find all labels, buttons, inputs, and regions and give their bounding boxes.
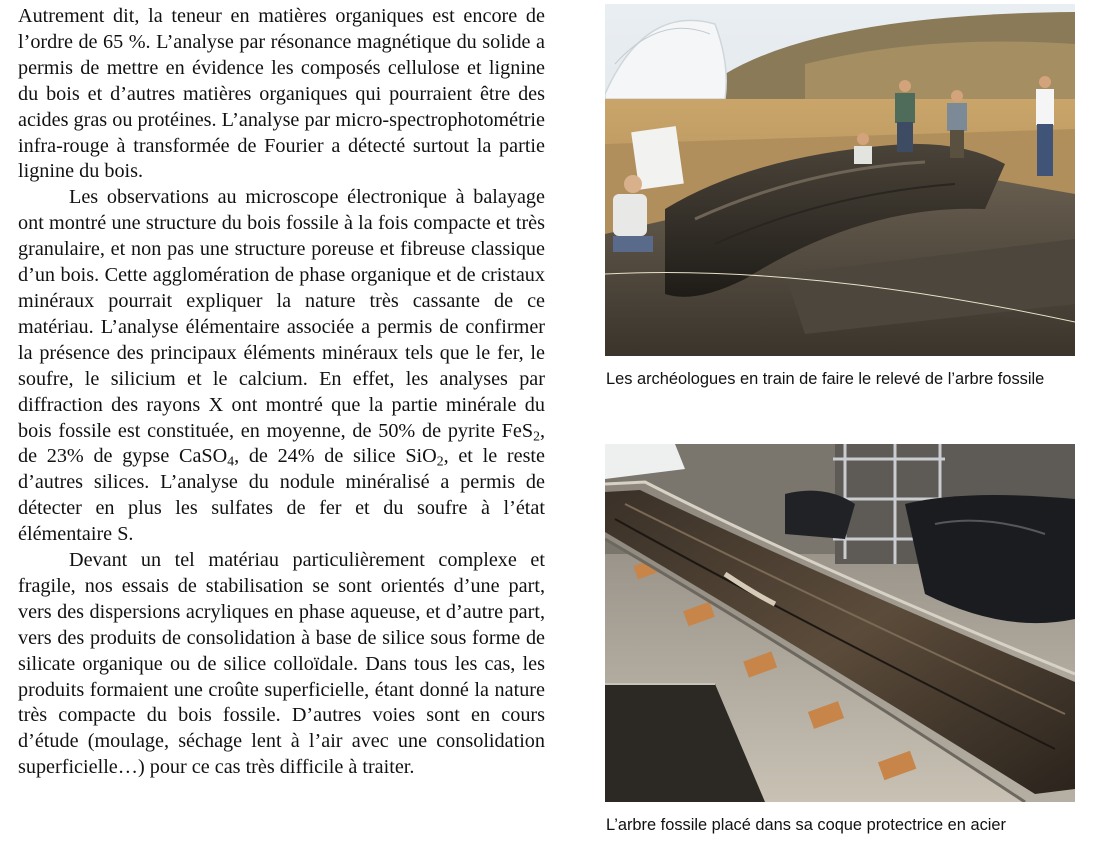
paragraph-2-part-c: , de 24% de silice SiO (234, 445, 437, 468)
paragraph-3: Devant un tel matériau particulièrement complexe et fragile, nos essais de stabilisation se sont orientés d’une part, vers des dispersions acryliques en phase aqueuse, et d’autre part, vers des produits de consolidation à base de silice sous forme de silicate organique ou de silice colloïdale. Dans tous les cas, les produits formaient une croûte superficielle, étant donné la nature très compacte du bois fossile. D’autres voies sont en cours d’étude (moulage, séchage lent à l’air avec une consolidation superficielle…) pour ce cas très difficile à traiter. (18, 549, 545, 779)
subscript-sio2: 2 (436, 453, 444, 469)
paragraph-2-part-d: , et le reste d’autres silices. L’analyse du nodule minéralisé a permis de détecter en plus les sulfates de fer et du soufre à l’état élémentaire S. (18, 445, 545, 546)
fossil-tree-shell-photo (605, 444, 1075, 802)
excavation-photo (605, 4, 1075, 356)
article-text-column (18, 4, 545, 781)
paragraph-2 (18, 185, 545, 548)
subscript-fes2: 2 (533, 427, 540, 443)
figure-1-caption: Les archéologues en train de faire le relevé de l’arbre fossile (606, 370, 1045, 388)
paragraph-2-part-a: Les observations au microscope électronique à balayage ont montré une structure du bois fossile à la fois compacte et très granulaire, et non pas une structure poreuse et fibreuse classique d’un bois. Cette agglomération de phase organique et de cristaux minéraux pourrait expliquer la nature très cassante de ce matériau. L’analyse élémentaire associée a permis de confirmer la présence des principaux éléments minéraux tels que le fer, le soufre, le silicium et le calcium. En effet, les analyses par diffraction des rayons X ont montré que la partie minérale du bois fossile est constituée, en moyenne, de 50% de pyrite FeS (18, 186, 545, 442)
fossil-tree-shell-image (605, 444, 1075, 802)
figure-2-caption: L’arbre fossile placé dans sa coque protectrice en acier (606, 816, 1006, 834)
paragraph-1: Autrement dit, la teneur en matières organiques est encore de l’ordre de 65 %. L’analyse par résonance magnétique du solide a permis de mettre en évidence les composés cellulose et lignine du bois et d’autres matières organiques qui pourraient être des acides gras ou protéines. L’analyse par micro-spectrophotométrie infra-rouge à transformée de Fourier a détecté surtout la partie lignine du bois. (18, 5, 545, 183)
subscript-caso4: 4 (227, 453, 235, 469)
paragraph-2-part-b: , de 23% de gypse CaSO (18, 419, 545, 468)
excavation-scene-image (605, 4, 1075, 356)
